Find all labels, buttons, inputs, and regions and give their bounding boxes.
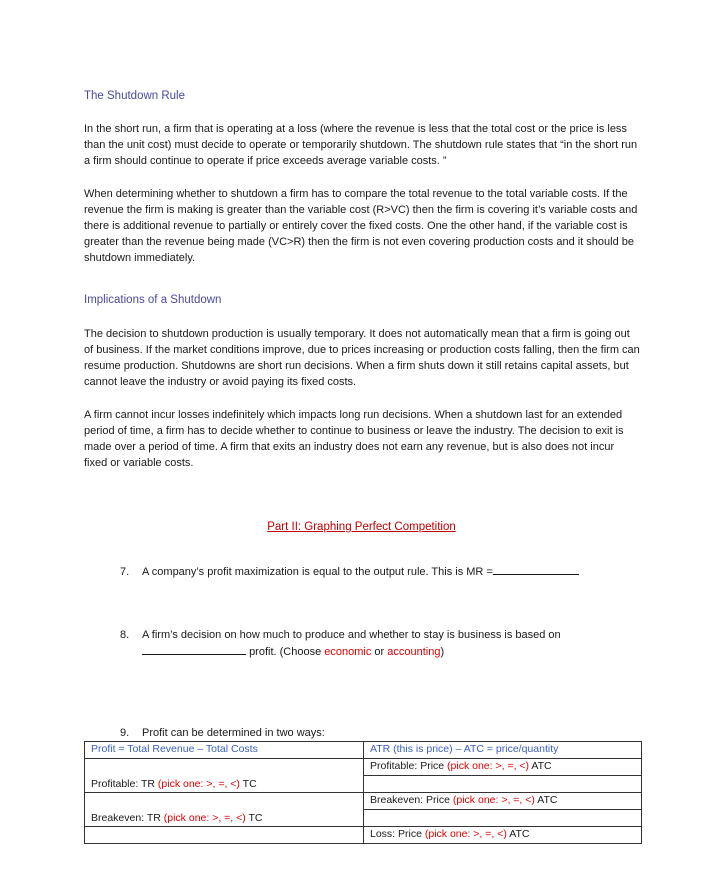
table-row [85,827,642,844]
question-8-number: 8. [120,629,130,641]
right-spacer-cell [364,776,642,793]
pick-one-left-breakeven: (pick one: >, =, <) [163,812,246,824]
right-loss-label: Loss: Price [370,828,422,840]
question-8-text-line2: profit. (Choose [249,646,322,658]
left-profitable-label: Profitable: TR [91,778,155,790]
question-8-blank[interactable] [142,643,246,655]
word-or: or [374,646,385,658]
left-breakeven-label: Breakeven: TR [91,812,161,824]
right-profitable-cell [364,759,642,776]
pick-one-right-breakeven: (pick one: >, =, <) [452,794,535,806]
profit-table [84,741,642,844]
question-7 [120,563,640,580]
question-7-number: 7. [120,566,130,578]
left-empty-cell [85,827,364,844]
left-profitable-tc: TC [242,778,257,790]
heading-shutdown-rule: The Shutdown Rule [84,90,186,102]
left-header-text: Profit = Total Revenue – Total Costs [91,743,258,755]
paragraph-shutdown-intro: In the short run, a firm that is operating at a loss (where the revenue is less that the total cost or the price is less than the unit cost) must decide to operate or temporarily shutdown. The shutdown rule states that “in the short run a firm should continue to operate if price exceeds average variable costs. ” [84,123,638,167]
left-breakeven-cell [85,793,364,827]
right-breakeven-atc: ATC [537,794,558,806]
left-breakeven-tc: TC [248,812,263,824]
part-title-text: Part II: Graphing Perfect Competition [267,521,456,533]
paragraph-implications-temporary: The decision to shutdown production is usually temporary. It does not automatically mean that a firm is going out of business. If the market conditions improve, due to prices increasing or production costs falling, then the firm can resume production. Shutdowns are short run decisions. When a firm shuts down it still retains capital assets, but cannot leave the industry or avoid paying its fixed costs. [84,328,640,388]
question-9-number: 9. [120,727,130,739]
question-9-text: Profit can be determined in two ways: [142,727,325,739]
right-header-text: ATR (this is price) – ATC = price/quantity [370,743,559,755]
option-economic: economic [324,646,372,658]
left-header-cell [85,742,364,759]
right-loss-atc: ATC [509,828,530,840]
table-row [85,759,642,776]
question-7-blank[interactable] [493,563,579,575]
right-spacer-cell-2 [364,810,642,827]
left-profitable-cell [85,759,364,793]
option-accounting: accounting [387,646,441,658]
question-9 [120,725,640,741]
part-title [0,521,723,533]
right-profitable-label: Profitable: Price [370,760,445,772]
pick-one-right-loss: (pick one: >, =, <) [424,828,507,840]
question-8-text-line1: A firm’s decision on how much to produce and whether to stay is business is based on [142,629,561,641]
right-breakeven-cell [364,793,642,810]
right-profitable-atc: ATC [531,760,552,772]
paragraph-shutdown-comparison: When determining whether to shutdown a firm has to compare the total revenue to the total variable costs. If the revenue the firm is making is greater than the variable cost (R>VC) then the firm is covering it’s variable costs and there is additional revenue to partially or entirely cover the fixed costs. One the other hand, if the variable cost is greater than the revenue being made (VC>R) then the firm is not even covering production costs and it should be shutdown immediately. [84,188,638,264]
right-breakeven-label: Breakeven: Price [370,794,450,806]
table-row [85,793,642,810]
closing-paren: ) [440,646,445,658]
right-header-cell [364,742,642,759]
pick-one-left-profitable: (pick one: >, =, <) [157,778,240,790]
right-loss-cell [364,827,642,844]
pick-one-right-profitable: (pick one: >, =, <) [447,760,530,772]
paragraph-implications-long-run: A firm cannot incur losses indefinitely which impacts long run decisions. When a shutdown last for an extended period of time, a firm has to decide whether to continue to business or leave the industry. The decision to exit is made over a period of time. A firm that exits an industry does not earn any revenue, but is also does not incur fixed or variable costs. [84,409,624,469]
table-row [85,742,642,759]
question-8 [120,627,640,660]
heading-implications: Implications of a Shutdown [84,294,222,306]
question-7-text: A company’s profit maximization is equal to the output rule. This is MR = [142,566,493,578]
